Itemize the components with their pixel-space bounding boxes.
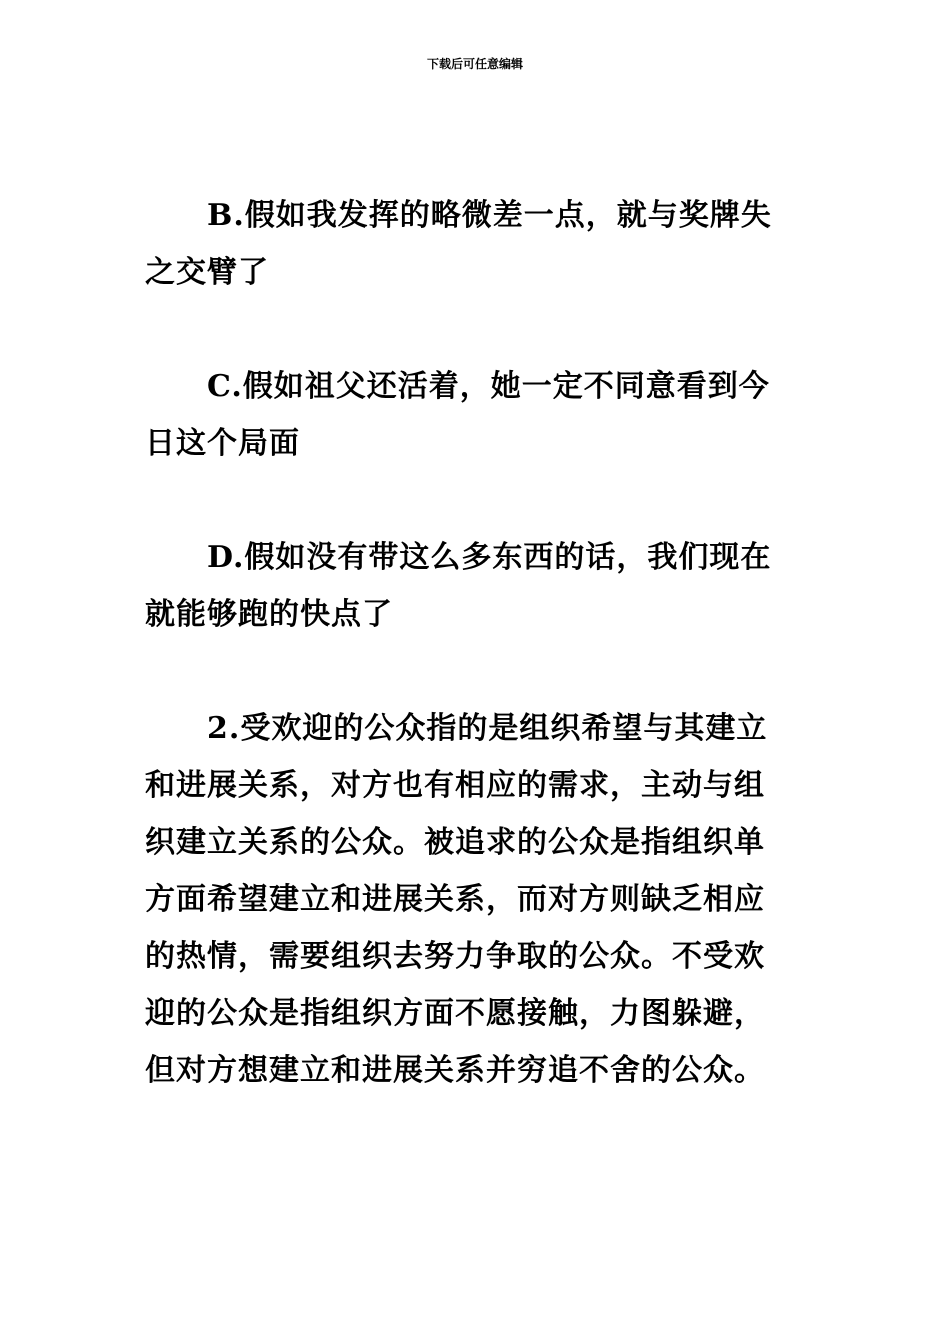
- option-b-paragraph: B.假如我发挥的略微差一点，就与奖牌失之交臂了: [145, 198, 772, 290]
- answer-2-paragraph: 2.受欢迎的公众指的是组织希望与其建立和进展关系，对方也有相应的需求，主动与组织建立关系的公众。被追求的公众是指组织单方面希望建立和进展关系，而对方则缺乏相应的热情，需要组织去努力争取的公众。不受欢迎的公众是指组织方面不愿接触，力图躲避，但对方想建立和进展关系并穷追不舍的公众。: [145, 711, 768, 1088]
- option-d-paragraph: D.假如没有带这么多东西的话，我们现在就能够跑的快点了: [145, 540, 772, 632]
- option-c-paragraph: C.假如祖父还活着，她一定不同意看到今日这个局面: [145, 369, 770, 461]
- document-body: [145, 187, 795, 1156]
- page-header: 下载后可任意编辑: [426, 57, 523, 71]
